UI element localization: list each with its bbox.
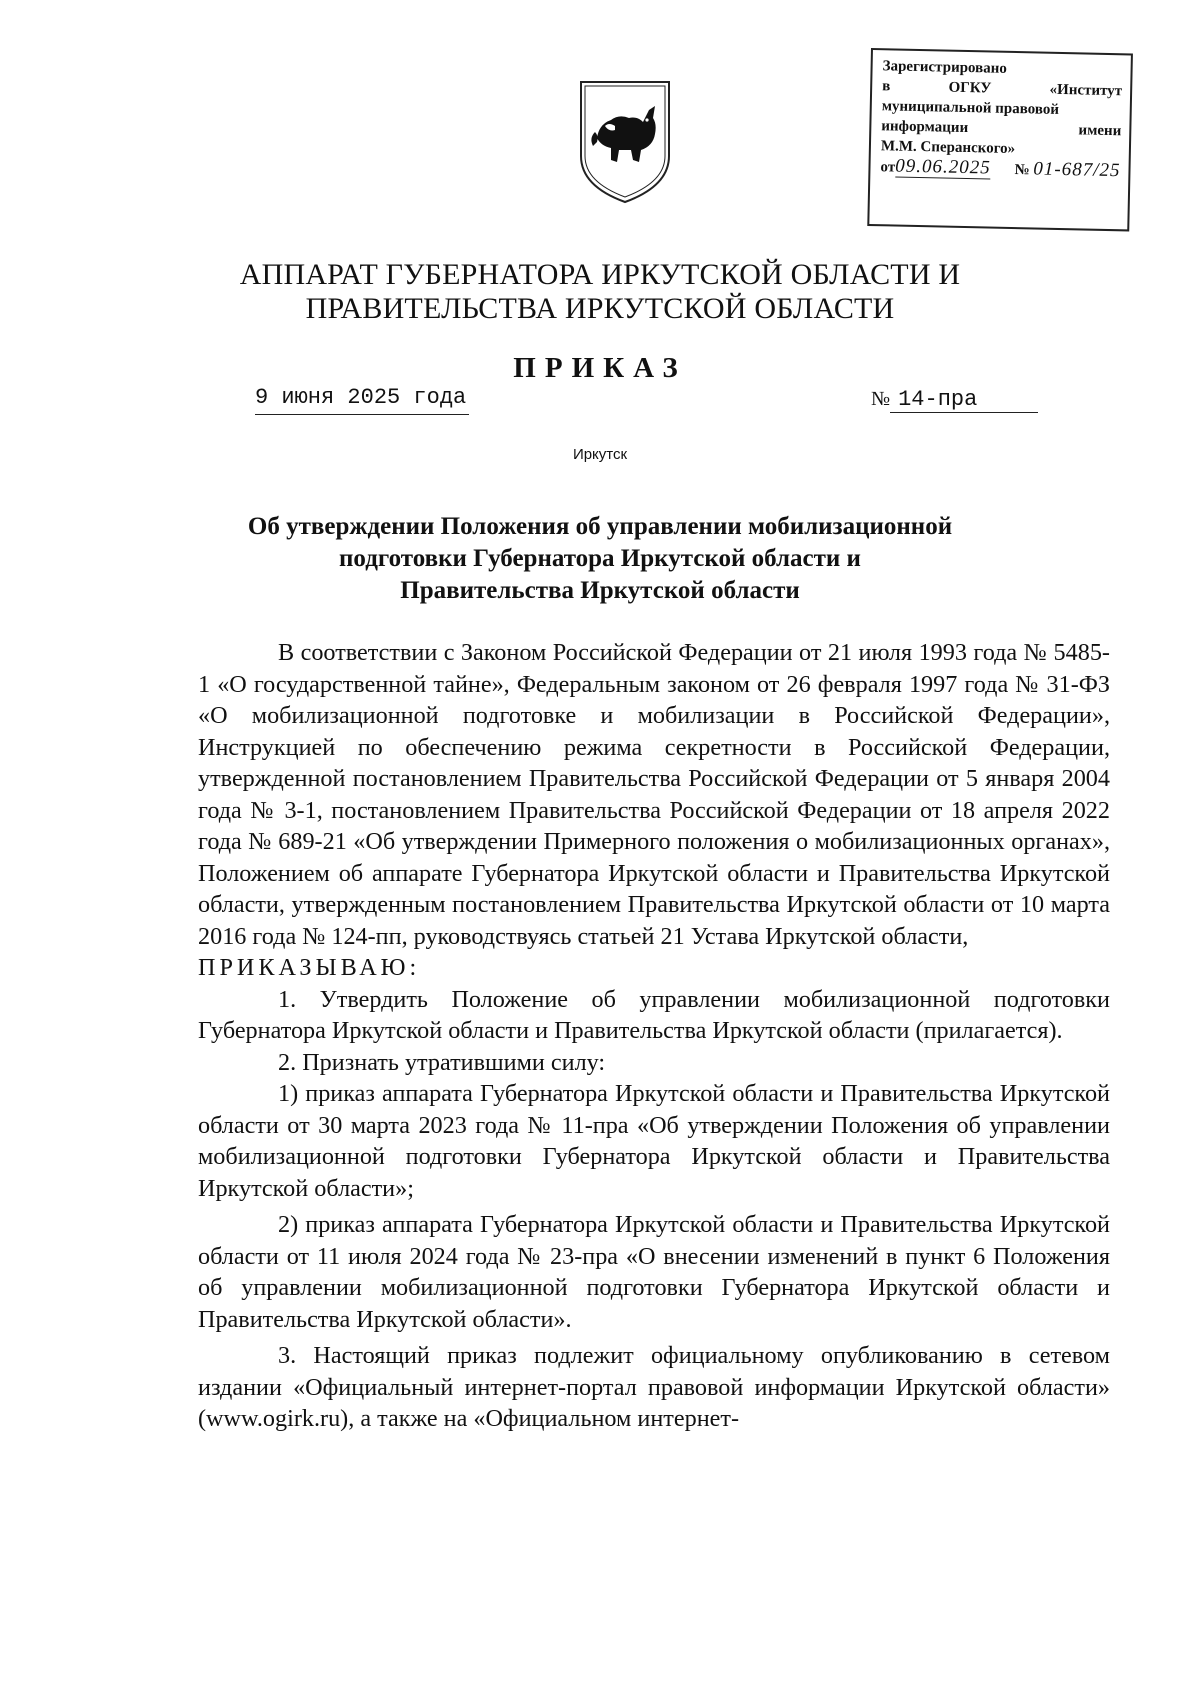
org-line-2: ПРАВИТЕЛЬСТВА ИРКУТСКОЙ ОБЛАСТИ [305,292,895,325]
order-word: ПРИКАЗЫВАЮ: [198,954,421,981]
item-2-2-paragraph: 2) приказ аппарата Губернатора Иркутской области и Правительства Иркутской области от 11 июля 2024 года № 23-пра «О внесении изменений в пункт 6 Положения об управлении мобилизационной подготовки Губернатора Иркутской области и Правительства Иркутской области». [198,1211,1110,1333]
stamp-named: имени [1078,122,1122,140]
stamp-line-registered: Зарегистрировано [882,58,1008,77]
document-type: ПРИКАЗ [513,352,687,384]
title-line-1: Об утверждении Положения об управлении мобилизационной [247,513,953,540]
title-line-3: Правительства Иркутской области [400,577,800,604]
city: Иркутск [572,446,628,463]
order-date: 9 июня 2025 года [255,385,469,415]
stamp-institute: «Институт [1049,81,1123,100]
organization-name [0,258,1200,326]
item-2-paragraph: 2. Признать утратившими силу: [278,1048,606,1076]
order-number-label: № [871,388,891,410]
org-line-1: АППАРАТ ГУБЕРНАТОРА ИРКУТСКОЙ ОБЛАСТИ И [239,258,961,291]
document-title [200,511,1000,607]
stamp-from-label: от [880,159,896,176]
item-2-1-paragraph: 1) приказ аппарата Губернатора Иркутской области и Правительства Иркутской области от 30 марта 2023 года № 11-пра «Об утверждении Положения об управлении мобилизационной подготовки Губернатора Иркутской области и Правительства Иркутской области»; [198,1080,1110,1202]
coat-of-arms-emblem [575,76,675,206]
order-number-value: 14-пра [890,387,1038,413]
stamp-line-speransky: М.М. Сперанского» [880,138,1016,158]
stamp-ogku: ОГКУ [948,79,992,97]
stamp-line-date-number [880,156,1120,182]
stamp-num-value: 01-687/25 [1033,158,1121,182]
stamp-information: информации [881,118,969,137]
stamp-in: в [882,78,891,95]
item-3-paragraph: 3. Настоящий приказ подлежит официальному опубликованию в сетевом издании «Официальный интернет-портал правовой информации Иркутской области» (www.ogirk.ru), а также на «Официальном интернет- [198,1342,1110,1432]
order-number [871,387,1038,413]
document-body [198,637,1110,1435]
title-line-2: подготовки Губернатора Иркутской области и [339,545,861,572]
preamble-paragraph: В соответствии с Законом Российской Федерации от 21 июля 1993 года № 5485-1 «О государственной тайне», Федеральным законом от 26 февраля 1997 года № 31-ФЗ «О мобилизационной подготовке и мобилизации в Российской Федерации», Инструкцией по обеспечению режима секретности в Российской Федерации, утвержденной постановлением Правительства Российской Федерации от 5 января 2004 года № 3-1, постановлением Правительства Российской Федерации от 18 апреля 2022 года № 689-21 «Об утверждении Примерного положения о мобилизационных органах», Положением об аппарате Губернатора Иркутской области и Правительства Иркутской области, утвержденным постановлением Правительства Иркутской области от 10 марта 2016 года № 124-пп, руководствуясь статьей 21 Устава Иркутской области, [198,639,1110,950]
registration-stamp [867,48,1133,231]
stamp-num-label: № [1014,162,1030,179]
item-1-paragraph: 1. Утвердить Положение об управлении мобилизационной подготовки Губернатора Иркутской области и Правительства Иркутской области (прилагается). [198,985,1110,1044]
stamp-line-municipal: муниципальной правовой [881,98,1060,118]
stamp-from-value: 09.06.2025 [894,155,991,179]
